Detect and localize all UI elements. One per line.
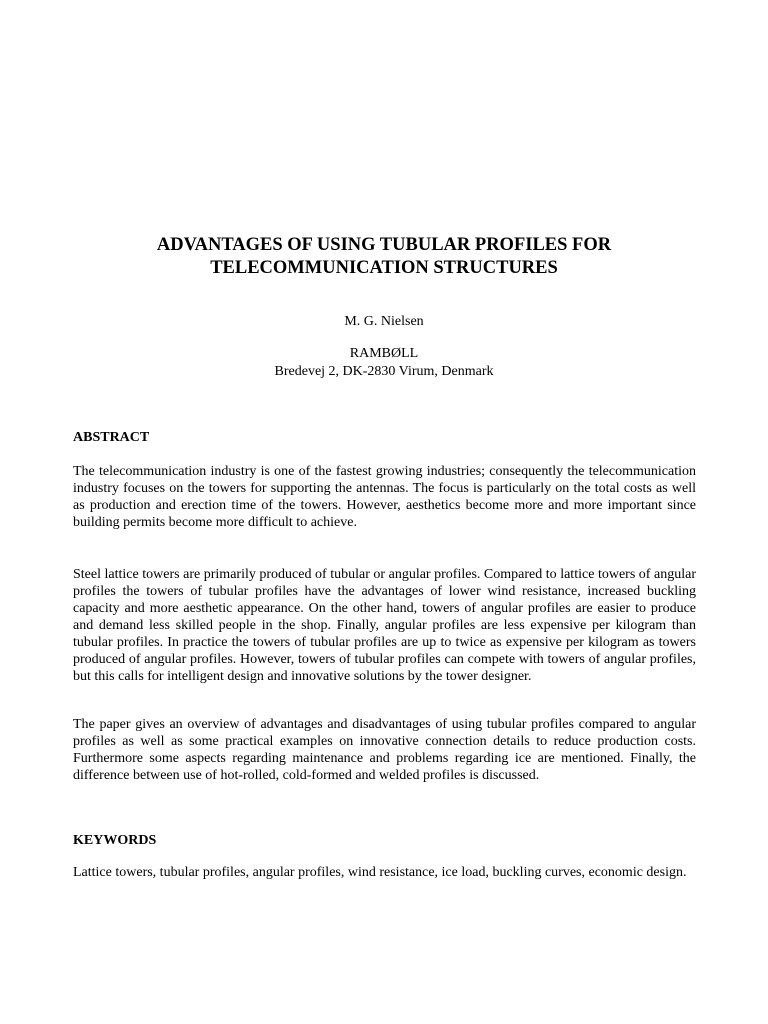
abstract-heading: ABSTRACT [73, 430, 150, 445]
abstract-paragraph-1: The telecommunication industry is one of the fastest growing industries; consequently the telecommunication industry focuses on the towers for supporting the antennas. The focus is particularly on the total costs as well as production and erection time of the towers. However, aesthetics become more and more important since building permits become more difficult to achieve. [73, 464, 696, 530]
keywords-text: Lattice towers, tubular profiles, angular profiles, wind resistance, ice load, buckling curves, economic design. [73, 865, 687, 880]
abstract-paragraph-2: Steel lattice towers are primarily produced of tubular or angular profiles. Compared to lattice towers of angular profiles the towers of tubular profiles have the advantages of lower wind resistance, increased buckling capacity and more aesthetic appearance. On the other hand, towers of angular profiles are easier to produce and demand less skilled people in the shop. Finally, angular profiles are less expensive per kilogram than tubular profiles. In practice the towers of tubular profiles are up to twice as expensive per kilogram as towers produced of angular profiles. However, towers of tubular profiles can compete with towers of angular profiles, but this calls for intelligent design and innovative solutions by the tower designer. [73, 567, 696, 684]
author-affiliation [0, 345, 768, 381]
title-line-2: TELECOMMUNICATION STRUCTURES [210, 258, 558, 278]
abstract-paragraph-3: The paper gives an overview of advantages and disadvantages of using tubular profiles compared to angular profiles as well as some practical examples on innovative connection details to reduce production costs. Furthermore some aspects regarding maintenance and problems regarding ice are mentioned. Finally, the difference between use of hot-rolled, cold-formed and welded profiles is discussed. [73, 717, 696, 783]
title-line-1: ADVANTAGES OF USING TUBULAR PROFILES FOR [156, 235, 612, 255]
paper-title [0, 234, 768, 280]
affiliation-org: RAMBØLL [349, 346, 419, 361]
affiliation-address: Bredevej 2, DK-2830 Virum, Denmark [274, 364, 494, 379]
author-name: M. G. Nielsen [344, 314, 424, 329]
keywords-heading: KEYWORDS [73, 833, 157, 848]
